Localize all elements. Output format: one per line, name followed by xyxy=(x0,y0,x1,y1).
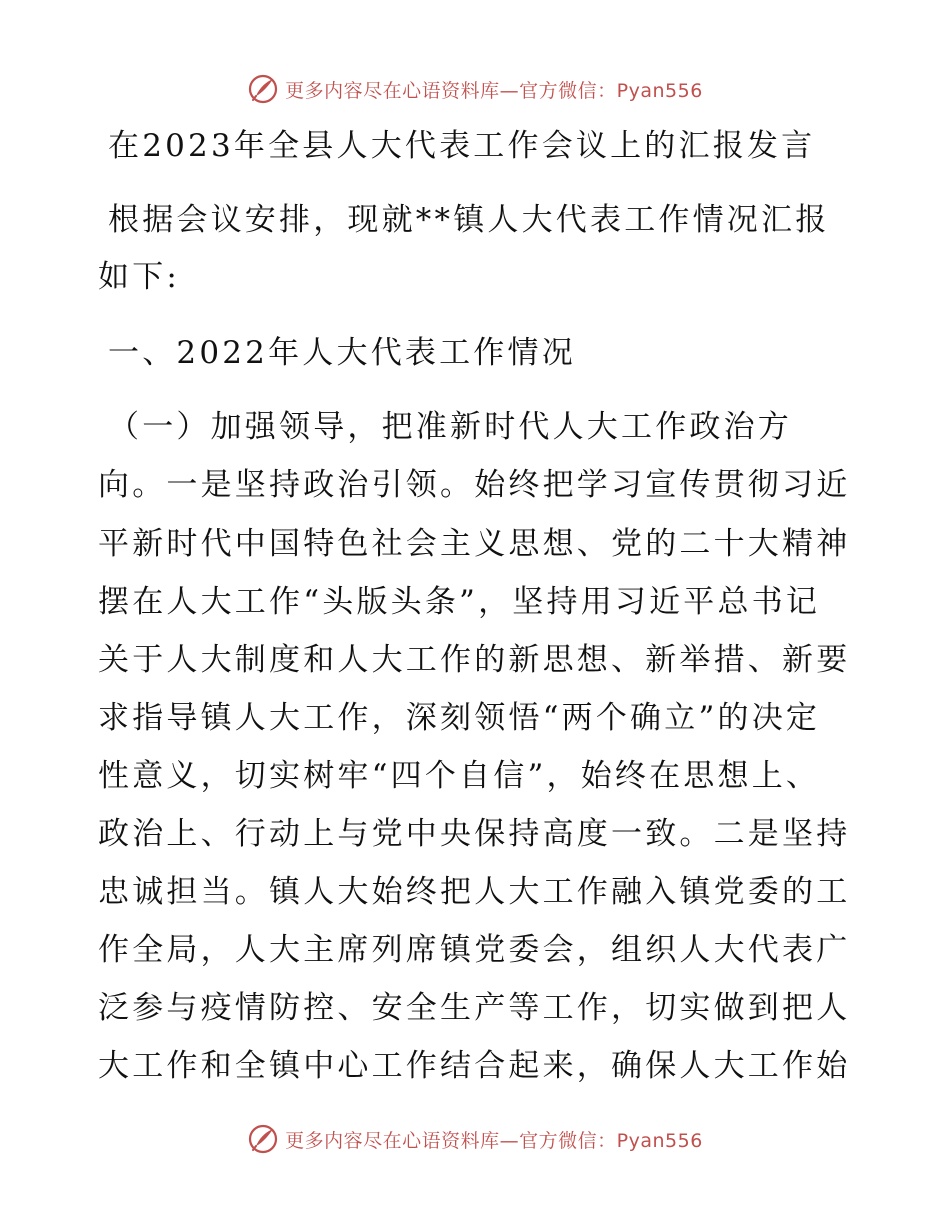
subsection-heading: （一）加强领导，把准新时代人大工作政治方 xyxy=(108,409,792,445)
body-line: 泛参与疫情防控、安全生产等工作，切实做到把人 xyxy=(98,990,851,1026)
document-title: 在2023年全县人大代表工作会议上的汇报发言 xyxy=(108,128,816,164)
watermark-header xyxy=(0,72,950,106)
body-line: 平新时代中国特色社会主义思想、党的二十大精神 xyxy=(98,526,851,562)
watermark-text: 更多内容尽在心语资料库—官方微信：Pyan556 xyxy=(285,79,703,102)
body-line: 向。一是坚持政治引领。始终把学习宣传贯彻习近 xyxy=(98,467,851,503)
intro-line-2: 如下: xyxy=(98,259,181,295)
feather-pen-logo-icon xyxy=(247,73,279,105)
body-line: 忠诚担当。镇人大始终把人大工作融入镇党委的工 xyxy=(98,874,851,910)
body-line: 作全局，人大主席列席镇党委会，组织人大代表广 xyxy=(98,932,851,968)
intro-line-1: 根据会议安排，现就**镇人大代表工作情况汇报 xyxy=(108,202,830,238)
body-line: 性意义，切实树牢“四个自信”，始终在思想上、 xyxy=(98,758,821,794)
body-line: 求指导镇人大工作，深刻领悟“两个确立”的决定 xyxy=(98,700,821,736)
body-line: 政治上、行动上与党中央保持高度一致。二是坚持 xyxy=(98,816,851,852)
section-heading: 一、2022年人大代表工作情况 xyxy=(108,335,576,371)
body-line: 大工作和全镇中心工作结合起来，确保人大工作始 xyxy=(98,1048,851,1084)
body-line: 摆在人大工作“头版头条”，坚持用习近平总书记 xyxy=(98,584,821,620)
feather-pen-logo-icon xyxy=(247,1123,279,1155)
watermark-footer xyxy=(0,1122,950,1156)
watermark-text: 更多内容尽在心语资料库—官方微信：Pyan556 xyxy=(285,1129,703,1152)
body-line: 关于人大制度和人大工作的新思想、新举措、新要 xyxy=(98,642,851,678)
